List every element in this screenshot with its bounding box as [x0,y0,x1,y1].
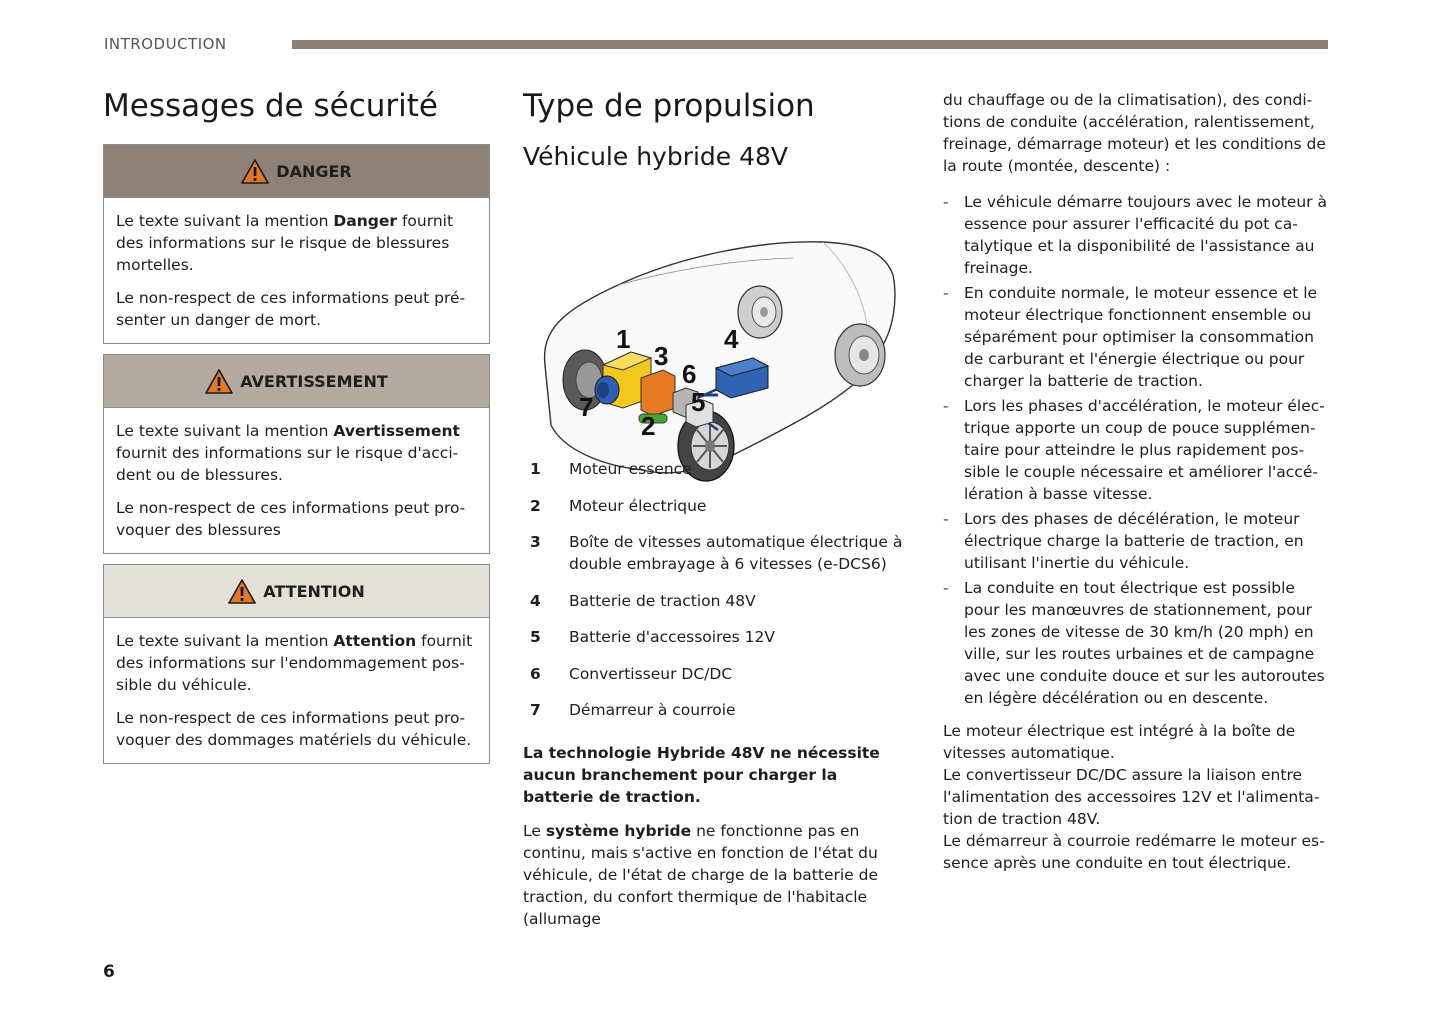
legend-item: 1 Moteur essence [530,460,692,478]
figure-label-3: 3 [654,341,669,371]
component-legend [523,458,908,736]
warning-box [103,354,490,554]
operation-list [943,191,1333,709]
wheel-rear-right [835,324,885,386]
component-belt-starter [595,376,619,404]
legend-item: 3 Boîte de vitesses automatique électrique à double embrayage à 6 vitesses (e-DCS6) [530,533,903,573]
operation-list-item: - La conduite en tout électrique est possible pour les manœuvres de stationnement, pour les zones de vitesse de 30 km/h (20 mph) en ville, sur les routes urbaines et de campagne avec une conduite douce et sur les autoroutes en légère décélération ou en descente. [943,577,1333,709]
wheel-rear-top [738,286,782,338]
attention-box [103,564,490,764]
component-gearbox [641,370,675,416]
figure-label-7: 7 [579,392,594,422]
operation-list-item: - En conduite normale, le moteur essence et le moteur électrique fonctionnent ensemble ou séparément pour optimiser la consommation de carburant et l'énergie électrique ou pour charger la batterie de traction. [943,282,1333,392]
attention-mention: Attention [333,632,417,650]
figure-label-2: 2 [641,411,656,441]
warning-header [104,355,489,408]
danger-header [104,145,489,198]
attention-paragraph-1: Le texte suivant la mention Attention fournit des informations sur l'endommagement possible du véhicule. [116,632,473,694]
propulsion-title: Type de propulsion [523,88,815,124]
figure-label-5: 5 [691,387,706,417]
propulsion-subtitle: Véhicule hybride 48V [523,142,789,171]
figure-label-4: 4 [724,324,739,354]
figure-label-1: 1 [616,324,631,354]
hybrid-note: La technologie Hybride 48V ne nécessite aucun branchement pour charger la batterie de traction. [523,744,880,806]
figure-label-6: 6 [682,359,697,389]
danger-paragraph-2: Le non-respect de ces informations peut présenter un danger de mort. [116,289,466,329]
danger-label: DANGER [276,161,352,181]
safety-title: Messages de sécurité [103,88,438,124]
legend-item: 4 Batterie de traction 48V [530,591,756,610]
danger-paragraph-1: Le texte suivant la mention Danger fournit des informations sur le risque de blessures mortelles. [116,212,454,274]
legend-item: 7 Démarreur à courroie [530,701,736,719]
operation-list-item: - Lors des phases de décélération, le moteur électrique charge la batterie de traction, en utilisant l'inertie du véhicule. [943,508,1333,574]
warning-label: AVERTISSEMENT [240,371,388,391]
continuation-paragraph: du chauffage ou de la climatisation), des conditions de conduite (accélération, ralentissement, freinage, démarrage moteur) et les conditions de la route (montée, descente) : [943,91,1326,175]
dcdc-text: Le convertisseur DC/DC assure la liaison entre l'alimentation des accessoires 12V et l'alimentation de traction 48V. [943,766,1320,828]
header-bar [292,40,1328,49]
warning-mention: Avertissement [333,422,460,440]
motor-integration-text: Le moteur électrique est intégré à la boîte de vitesses automatique. [943,722,1296,762]
attention-label: ATTENTION [263,581,365,601]
danger-mention: Danger [333,212,398,230]
warning-triangle-icon [228,579,256,604]
propulsion-column [523,88,908,928]
attention-header [104,565,489,618]
starter-text: Le démarreur à courroie redémarre le moteur essence après une conduite en tout électrique. [943,832,1325,872]
operation-column [943,89,1333,874]
warning-paragraph-1: Le texte suivant la mention Avertissement fournit des informations sur le risque d'accident ou de blessures. [116,422,460,484]
attention-paragraph-2: Le non-respect de ces informations peut provoquer des dommages matériels du véhicule. [116,709,472,749]
warning-triangle-icon [241,159,269,184]
legend-item: 2 Moteur électrique [530,496,707,515]
section-header: INTRODUCTION [104,35,227,53]
safety-column [103,88,490,774]
legend-item: 5 Batterie d'accessoires 12V [530,628,775,646]
operation-list-item: - Le véhicule démarre toujours avec le moteur à essence pour assurer l'efficacité du pot catalytique et la disponibilité de l'assistance au freinage. [943,191,1333,279]
warning-triangle-icon [205,369,233,394]
page-number: 6 [103,962,115,982]
legend-item: 6 Convertisseur DC/DC [530,664,733,683]
danger-box [103,144,490,344]
hybrid-system-paragraph: Le système hybride ne fonctionne pas en continu, mais s'active en fonction de l'état du véhicule, de l'état de charge de la batterie de traction, du confort thermique de l'habitacle (allumage [523,822,878,928]
operation-list-item: - Lors les phases d'accélération, le moteur électrique apporte un coup de pouce supplémentaire pour atteindre le plus rapidement possible le couple nécessaire et améliorer l'accélération à basse vitesse. [943,395,1333,505]
warning-paragraph-2: Le non-respect de ces informations peut provoquer des blessures [116,499,466,539]
